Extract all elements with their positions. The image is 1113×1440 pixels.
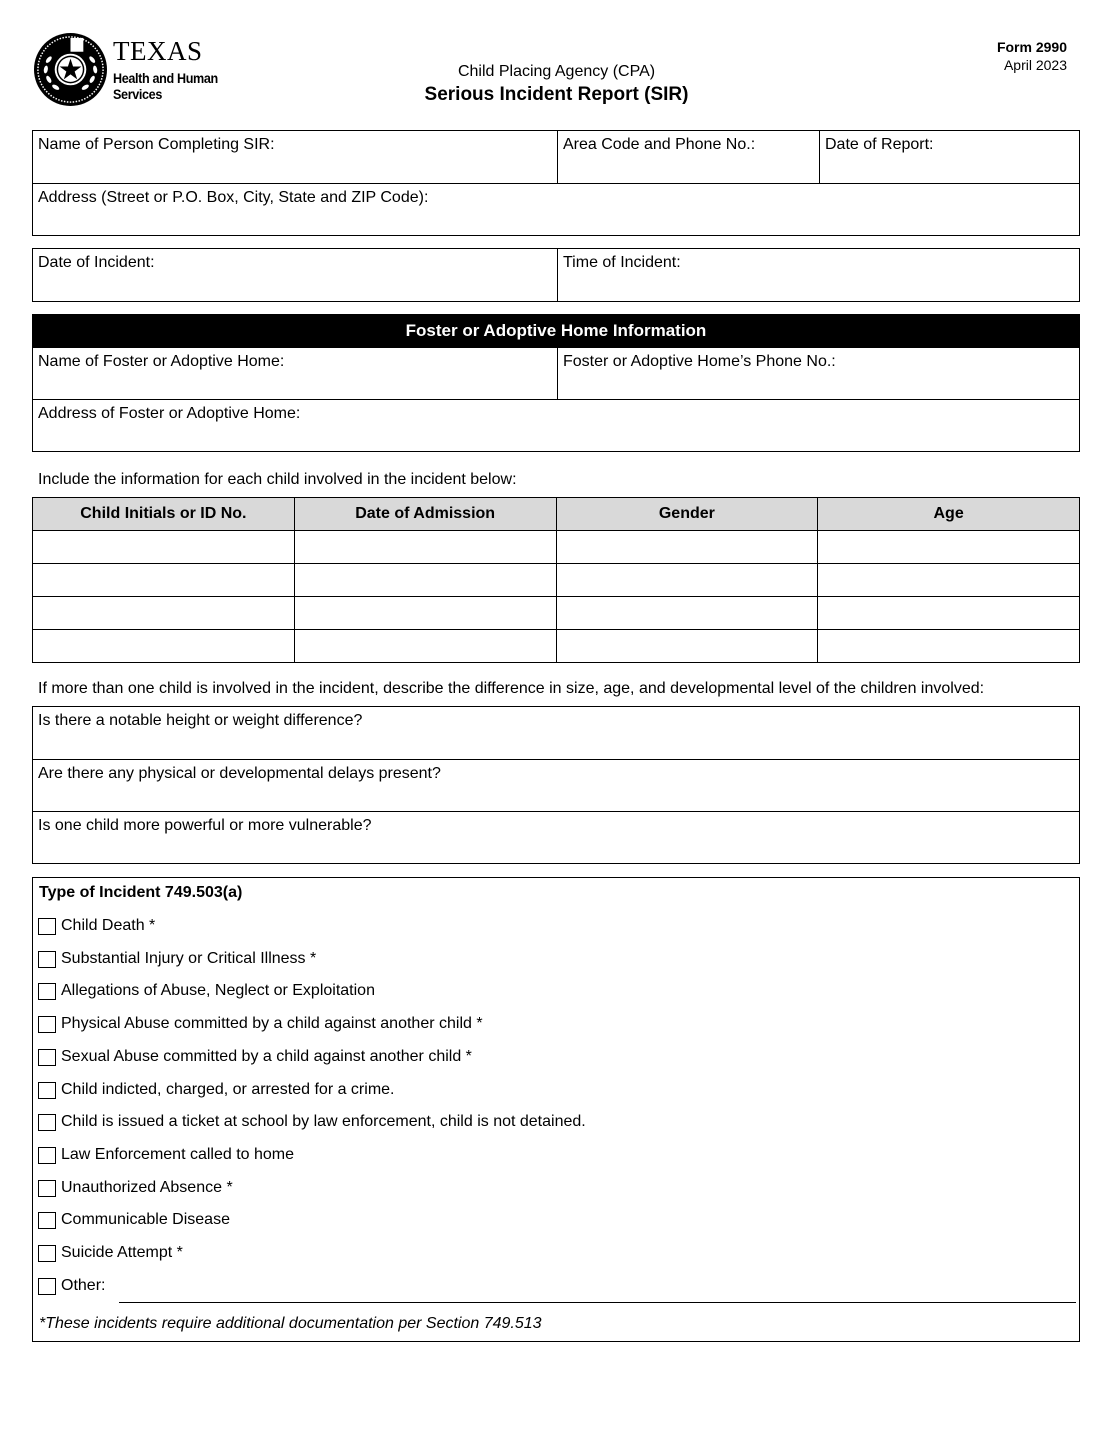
question-label: Is there a notable height or weight difference? xyxy=(38,712,363,729)
table-row xyxy=(33,531,1080,564)
child-id-cell[interactable] xyxy=(33,630,295,663)
option-school-ticket[interactable]: Child is issued a ticket at school by law enforcement, child is not detained. xyxy=(38,1112,586,1132)
question-label: Is one child more powerful or more vulnerable? xyxy=(38,817,372,834)
form-number: Form 2990 xyxy=(996,39,1067,55)
incident-date-field[interactable] xyxy=(33,249,557,301)
admission-date-cell[interactable] xyxy=(294,597,556,630)
option-substantial-injury[interactable]: Substantial Injury or Critical Illness * xyxy=(38,949,316,969)
home-name-label: Name of Foster or Adoptive Home: xyxy=(38,353,285,370)
gender-cell[interactable] xyxy=(556,531,818,564)
reporter-address-field[interactable] xyxy=(33,184,1079,235)
form-number-block xyxy=(997,38,1067,74)
home-phone-field[interactable] xyxy=(557,348,1079,399)
incident-time-label: Time of Incident: xyxy=(563,254,681,271)
reporter-phone-field[interactable] xyxy=(557,131,819,183)
child-id-cell[interactable] xyxy=(33,531,295,564)
home-section-title: Foster or Adoptive Home Information xyxy=(33,315,1079,347)
differences-instruction: If more than one child is involved in the incident, describe the difference in size, age, and developmental level of the children involved: xyxy=(38,680,985,697)
logo-agency-line2: Services xyxy=(113,86,162,102)
home-info-section xyxy=(32,314,1080,452)
incident-datetime-section xyxy=(32,248,1080,302)
logo-agency-line1: Health and Human xyxy=(113,70,218,86)
checkbox[interactable] xyxy=(38,1245,56,1262)
reporter-name-label: Name of Person Completing SIR: xyxy=(38,136,275,153)
incident-type-title: Type of Incident 749.503(a) xyxy=(39,884,243,901)
option-unauthorized-absence[interactable]: Unauthorized Absence * xyxy=(38,1178,233,1198)
home-phone-label: Foster or Adoptive Home’s Phone No.: xyxy=(563,353,836,370)
home-name-field[interactable] xyxy=(33,348,557,399)
differences-section xyxy=(32,706,1080,864)
checkbox[interactable] xyxy=(38,1278,56,1295)
form-subtitle: Child Placing Agency (CPA) xyxy=(457,63,656,80)
checkbox[interactable] xyxy=(38,1147,56,1164)
gender-cell[interactable] xyxy=(556,564,818,597)
option-abuse-allegations[interactable]: Allegations of Abuse, Neglect or Exploitation xyxy=(38,981,375,1001)
incident-footnote: *These incidents require additional documentation per Section 749.513 xyxy=(39,1315,542,1332)
home-address-field[interactable] xyxy=(33,400,1079,451)
option-other[interactable]: Other: xyxy=(38,1276,105,1296)
column-admission-date: Date of Admission xyxy=(294,498,556,531)
checkbox[interactable] xyxy=(38,1016,56,1033)
checkbox[interactable] xyxy=(38,1212,56,1229)
option-suicide-attempt[interactable]: Suicide Attempt * xyxy=(38,1243,183,1263)
checkbox[interactable] xyxy=(38,951,56,968)
option-sexual-abuse-by-child[interactable]: Sexual Abuse committed by a child against another child * xyxy=(38,1047,472,1067)
incident-date-label: Date of Incident: xyxy=(38,254,155,271)
option-child-arrested[interactable]: Child indicted, charged, or arrested for a crime. xyxy=(38,1080,394,1100)
developmental-delays-field[interactable] xyxy=(33,760,1079,811)
table-header-row xyxy=(33,498,1080,531)
reporter-phone-label: Area Code and Phone No.: xyxy=(563,136,756,153)
checkbox[interactable] xyxy=(38,1180,56,1197)
column-gender: Gender xyxy=(556,498,818,531)
checkbox[interactable] xyxy=(38,983,56,1000)
question-label: Are there any physical or developmental delays present? xyxy=(38,765,441,782)
table-row xyxy=(33,564,1080,597)
reporter-name-field[interactable] xyxy=(33,131,557,183)
gender-cell[interactable] xyxy=(556,597,818,630)
children-table xyxy=(32,497,1080,663)
other-text-field[interactable] xyxy=(119,1302,1076,1303)
option-physical-abuse-by-child[interactable]: Physical Abuse committed by a child against another child * xyxy=(38,1014,483,1034)
admission-date-cell[interactable] xyxy=(294,630,556,663)
power-vulnerability-field[interactable] xyxy=(33,812,1079,863)
incident-time-field[interactable] xyxy=(557,249,1079,301)
checkbox[interactable] xyxy=(38,1114,56,1131)
option-child-death[interactable]: Child Death * xyxy=(38,916,155,936)
column-age: Age xyxy=(818,498,1080,531)
child-id-cell[interactable] xyxy=(33,564,295,597)
age-cell[interactable] xyxy=(818,531,1080,564)
child-id-cell[interactable] xyxy=(33,597,295,630)
option-law-enforcement-called[interactable]: Law Enforcement called to home xyxy=(38,1145,294,1165)
checkbox[interactable] xyxy=(38,1049,56,1066)
reporter-address-label: Address (Street or P.O. Box, City, State and ZIP Code): xyxy=(38,189,429,206)
report-date-field[interactable] xyxy=(819,131,1079,183)
age-cell[interactable] xyxy=(818,630,1080,663)
table-row xyxy=(33,597,1080,630)
home-address-label: Address of Foster or Adoptive Home: xyxy=(38,405,301,422)
age-cell[interactable] xyxy=(818,564,1080,597)
children-instruction: Include the information for each child involved in the incident below: xyxy=(38,471,517,488)
table-row xyxy=(33,630,1080,663)
incident-type-section xyxy=(32,877,1080,1342)
option-communicable-disease[interactable]: Communicable Disease xyxy=(38,1210,230,1230)
report-date-label: Date of Report: xyxy=(825,136,934,153)
checkbox[interactable] xyxy=(38,918,56,935)
admission-date-cell[interactable] xyxy=(294,531,556,564)
admission-date-cell[interactable] xyxy=(294,564,556,597)
form-title: Serious Incident Report (SIR) xyxy=(424,84,689,105)
height-weight-difference-field[interactable] xyxy=(33,707,1079,759)
form-date: April 2023 xyxy=(1003,57,1067,73)
column-child-id: Child Initials or ID No. xyxy=(33,498,295,531)
checkbox[interactable] xyxy=(38,1082,56,1099)
logo-texas-text: TEXAS xyxy=(113,36,203,66)
gender-cell[interactable] xyxy=(556,630,818,663)
age-cell[interactable] xyxy=(818,597,1080,630)
reporter-section xyxy=(32,130,1080,236)
